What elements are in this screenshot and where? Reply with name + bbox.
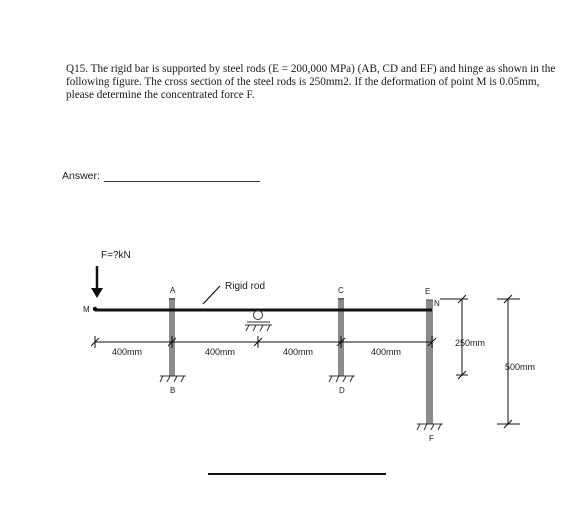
- ground-B: [160, 376, 186, 382]
- label-B: B: [170, 386, 176, 395]
- rigid-rod-label: Rigid rod: [225, 281, 266, 292]
- vertical-dimension-short: [440, 295, 468, 379]
- label-C: C: [338, 286, 344, 295]
- label-M: M: [83, 305, 90, 314]
- answer-label: Answer:: [62, 170, 100, 182]
- dim-span-3: 400mm: [283, 347, 314, 357]
- rigid-rod-pointer: [203, 286, 220, 304]
- dim-span-4: 400mm: [371, 347, 402, 357]
- label-A: A: [170, 286, 176, 295]
- label-E: E: [425, 287, 431, 296]
- dim-rod-long: 500mm: [505, 362, 536, 372]
- dim-span-1: 400mm: [112, 347, 143, 357]
- hinge-support: [245, 311, 272, 332]
- force-arrow: [91, 266, 103, 298]
- dim-rod-short: 250mm: [455, 338, 486, 348]
- label-F: F: [429, 434, 434, 443]
- ground-F: [417, 424, 443, 430]
- rod-EF: [426, 300, 433, 424]
- force-label: F=?kN: [101, 250, 131, 261]
- dim-span-2: 400mm: [205, 347, 236, 357]
- label-D: D: [339, 386, 345, 395]
- label-N: N: [434, 299, 440, 308]
- question-text: Q15. The rigid bar is supported by steel rods (E = 200,000 MPa) (AB, CD and EF) and hinge as shown in the following figure. The cross section of the steel rods is 250mm2. If the deformation of point M is 0.05mm, please determine the concentrated force F.: [66, 63, 556, 101]
- ground-D: [329, 376, 355, 382]
